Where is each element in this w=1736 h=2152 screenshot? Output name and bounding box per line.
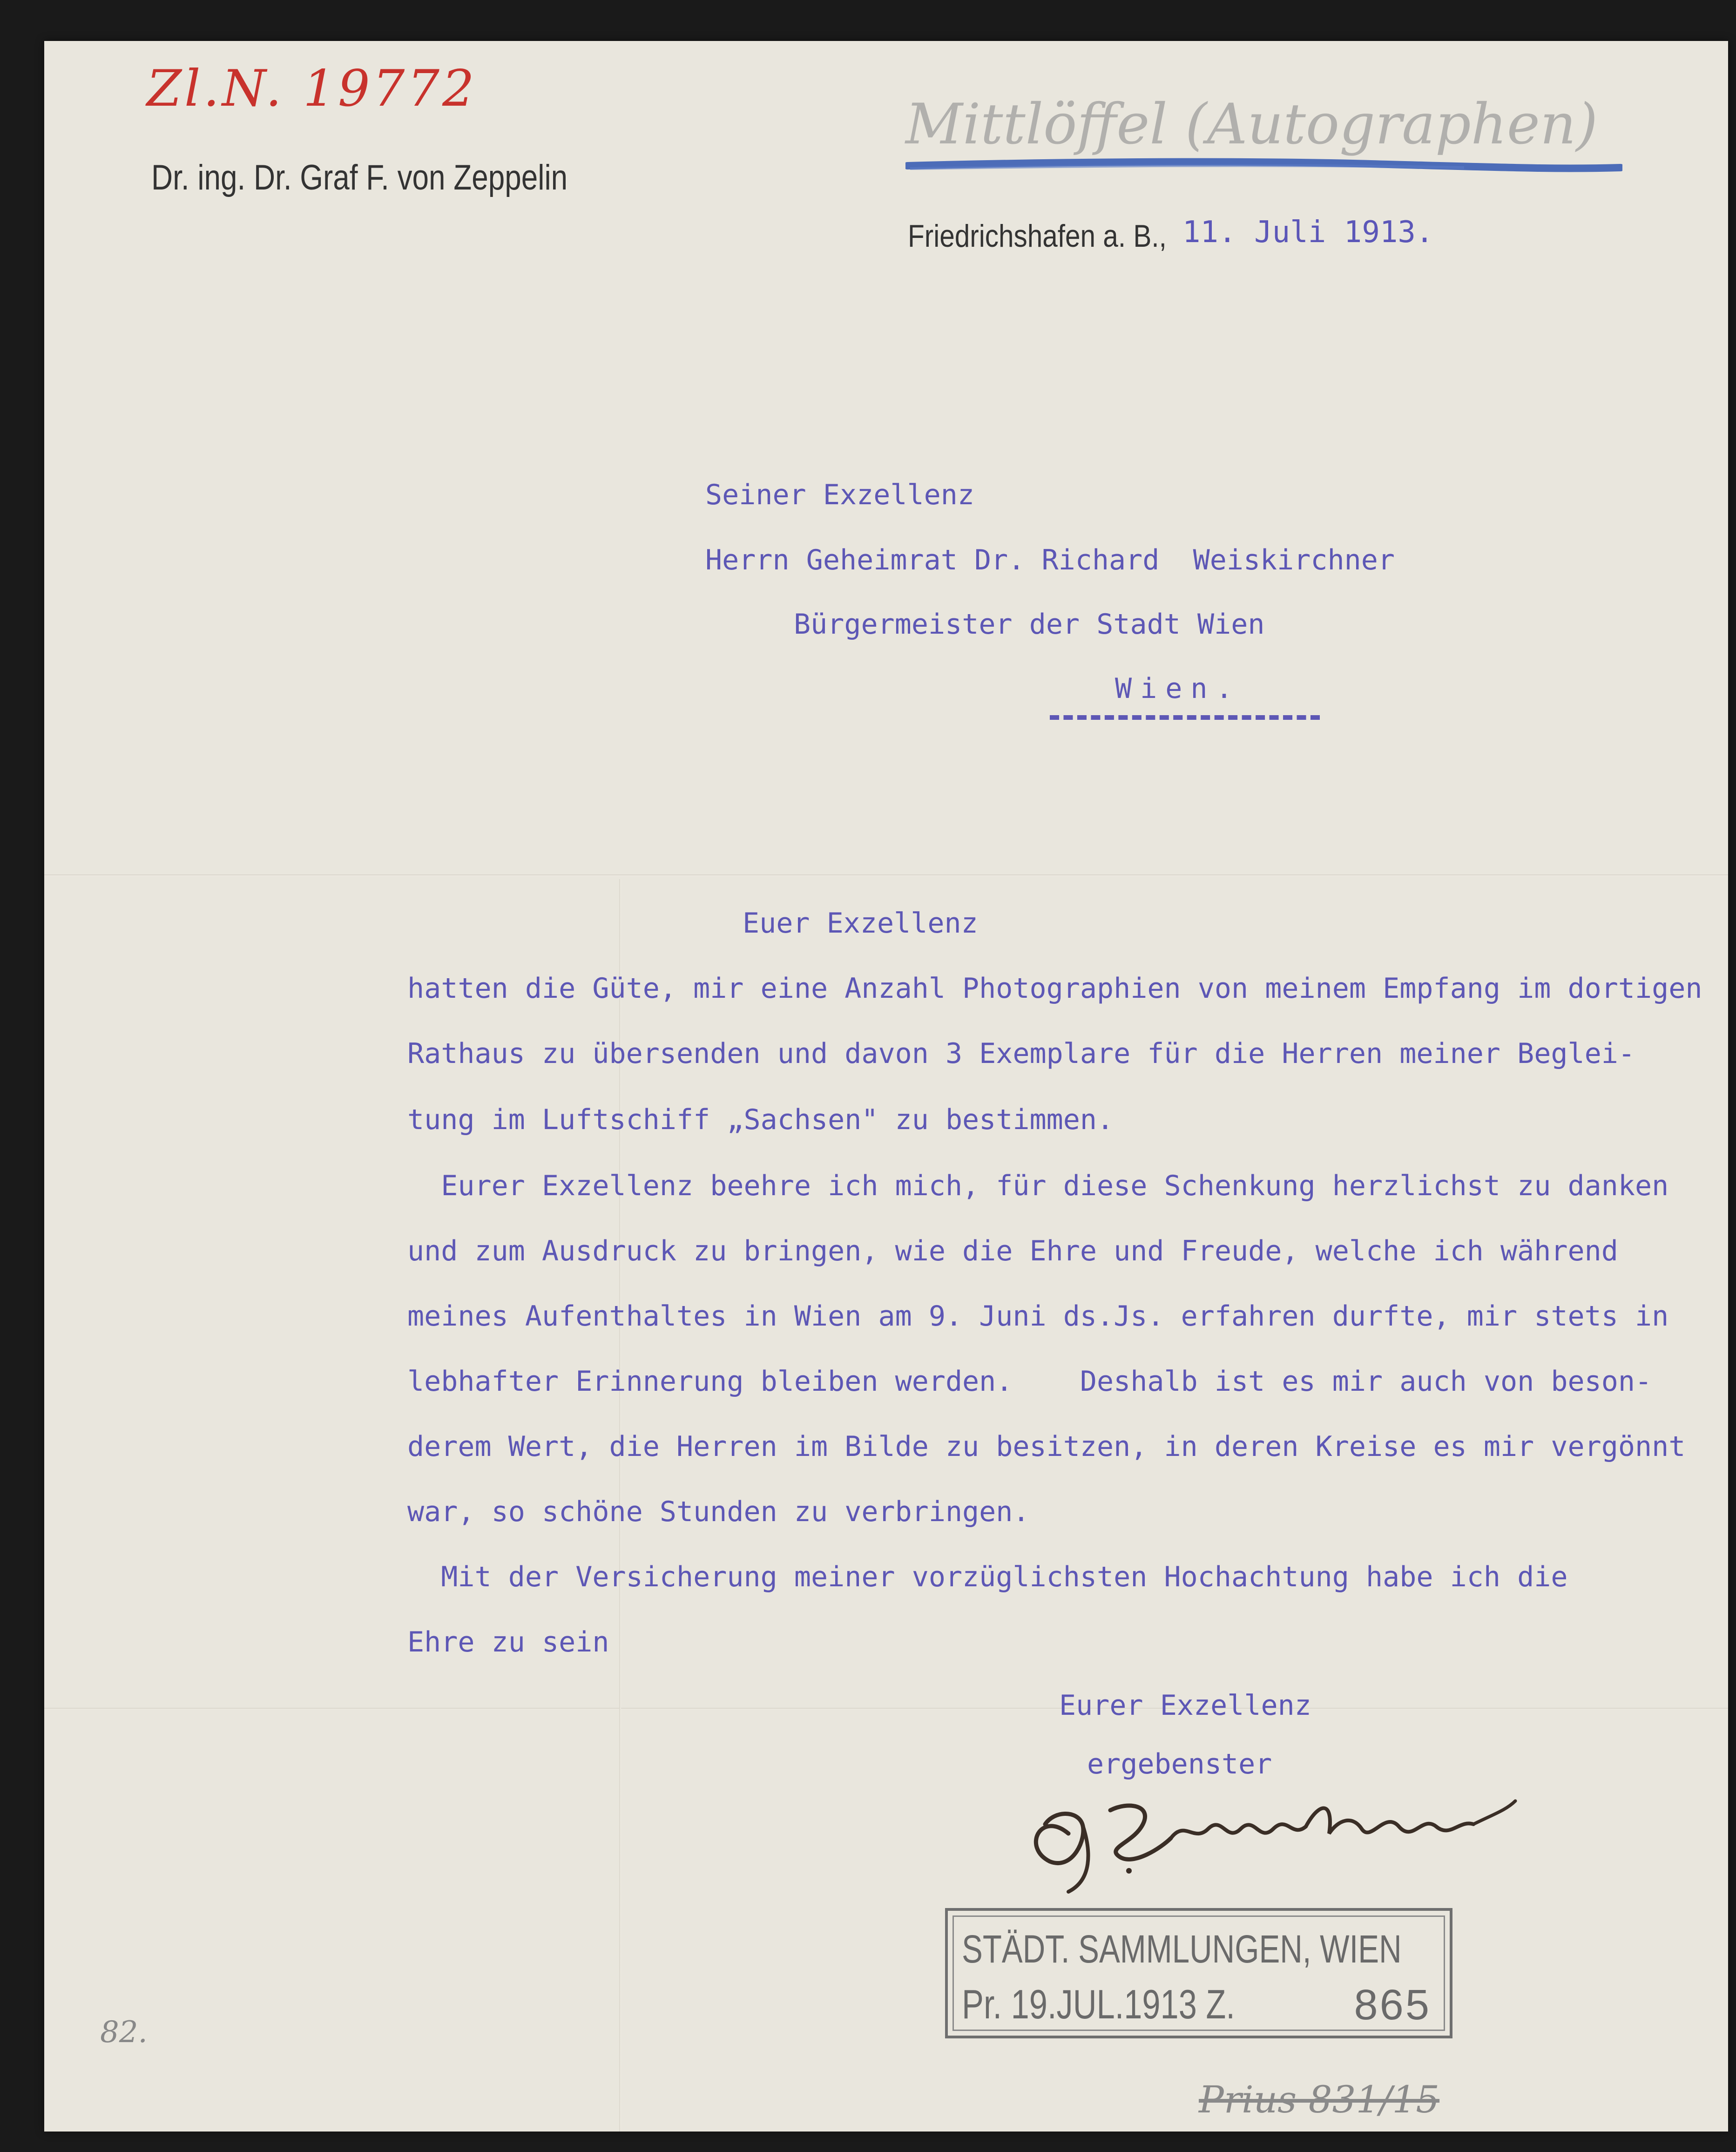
- handwritten-signature: [1013, 1782, 1562, 1894]
- body-line: tung im Luftschiff „Sachsen" zu bestimmen.: [407, 1103, 1114, 1136]
- salutation: Euer Exzellenz: [743, 907, 978, 940]
- body-line: Ehre zu sein: [407, 1626, 609, 1658]
- body-line: meines Aufenthaltes in Wien am 9. Juni ds.Js. erfahren durfte, mir stets in: [407, 1300, 1669, 1333]
- place-date-line: [908, 215, 1434, 254]
- pencil-note: Mittlöffel (Autographen): [905, 92, 1598, 157]
- address-line: Herrn Geheimrat Dr. Richard Weiskirchner: [705, 544, 1395, 576]
- address-underline: [1050, 715, 1320, 720]
- address-city: Wien.: [1115, 672, 1241, 705]
- body-line: lebhafter Erinnerung bleiben werden. Deshalb ist es mir auch von beson-: [407, 1365, 1652, 1398]
- body-line: Mit der Versicherung meiner vorzüglichsten Hochachtung habe ich die: [407, 1561, 1568, 1593]
- pencil-margin-note: 82.: [100, 2015, 148, 2050]
- stamp-date: Pr. 19.JUL.1913 Z.: [962, 1981, 1235, 2027]
- paper-fold: [44, 874, 1728, 876]
- body-line: war, so schöne Stunden zu verbringen.: [407, 1496, 1030, 1528]
- address-line: Bürgermeister der Stadt Wien: [794, 608, 1265, 641]
- letter-page: [44, 41, 1728, 2132]
- body-line: hatten die Güte, mir eine Anzahl Photographien von meinem Empfang im dortigen: [407, 972, 1702, 1005]
- letterhead: Dr. ing. Dr. Graf F. von Zeppelin: [151, 158, 568, 197]
- place: Friedrichshafen a. B.,: [908, 218, 1167, 254]
- body-line: Eurer Exzellenz beehre ich mich, für diese Schenkung herzlichst zu danken: [407, 1170, 1669, 1202]
- stamp-title: STÄDT. SAMMLUNGEN, WIEN: [962, 1927, 1402, 1971]
- pencil-bottom-note: Prius 831/15: [1199, 2078, 1440, 2121]
- body-line: und zum Ausdruck zu bringen, wie die Ehre und Freude, welche ich während: [407, 1235, 1618, 1267]
- date: 11. Juli 1913.: [1182, 215, 1434, 250]
- closing-line: Eurer Exzellenz: [1059, 1689, 1311, 1722]
- archive-stamp: [945, 1908, 1452, 2038]
- body-line: derem Wert, die Herren im Bilde zu besitzen, in deren Kreise es mir vergönnt: [407, 1430, 1686, 1463]
- blue-pencil-stroke: [905, 157, 1622, 173]
- paper-fold: [44, 1708, 1728, 1710]
- closing-line: ergebenster: [1087, 1748, 1272, 1780]
- address-line: Seiner Exzellenz: [705, 479, 974, 511]
- stamp-number: 865: [1354, 1981, 1431, 2029]
- archive-number: Zl.N. 19772: [147, 60, 477, 118]
- body-line: Rathaus zu übersenden und davon 3 Exemplare für die Herren meiner Beglei-: [407, 1037, 1635, 1070]
